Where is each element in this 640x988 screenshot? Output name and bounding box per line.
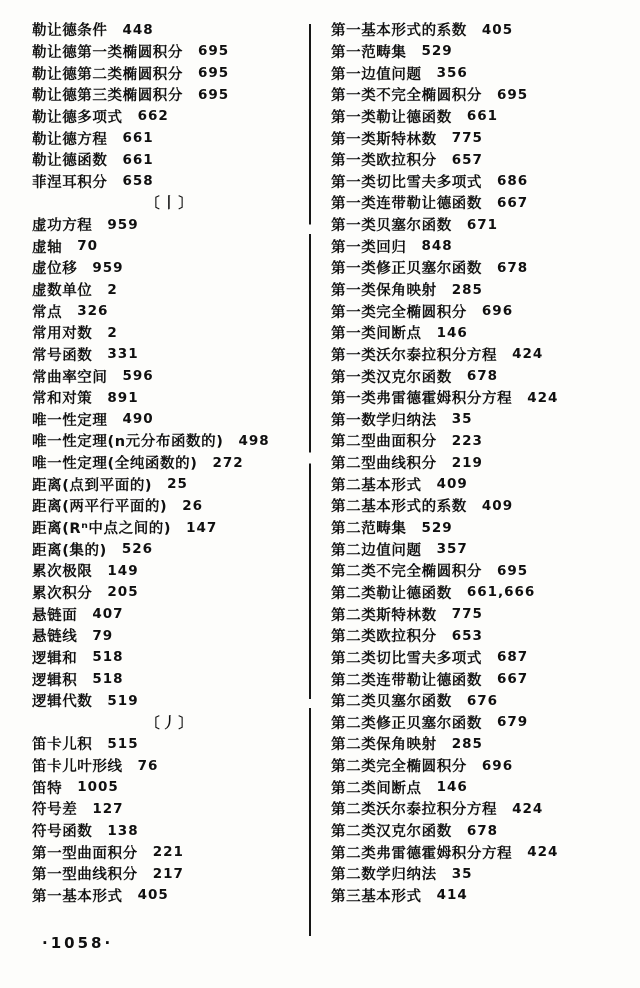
index-entry <box>32 62 308 84</box>
entry-term: 累次积分 <box>32 585 93 602</box>
entry-page-number: 678 <box>466 368 498 385</box>
index-entry <box>32 755 308 777</box>
index-entry <box>32 387 308 409</box>
entry-page-number: 26 <box>182 497 204 514</box>
entry-page-number: 695 <box>497 86 529 103</box>
index-entry <box>331 84 631 106</box>
index-entry <box>32 885 308 907</box>
entry-term: 第一类修正贝塞尔函数 <box>331 261 482 278</box>
entry-page-number: 518 <box>92 649 124 666</box>
entry-page-number: 529 <box>421 43 453 60</box>
entry-term: 第一基本形式 <box>32 888 123 905</box>
entry-term: 第二类不完全椭圆积分 <box>331 564 482 581</box>
index-entry <box>331 127 631 149</box>
entry-term: 唯一性定理 <box>32 412 108 429</box>
index-entry <box>32 776 308 798</box>
entry-term: 第一数学归纳法 <box>331 412 437 429</box>
entry-term: 常号函数 <box>32 347 93 364</box>
entry-page-number: 146 <box>436 779 468 796</box>
entry-page-number: 424 <box>527 389 559 406</box>
index-entry <box>331 495 631 517</box>
entry-term: 第二类贝塞尔函数 <box>331 694 452 711</box>
entry-page-number: 518 <box>92 671 124 688</box>
entry-page-number: 70 <box>77 238 98 255</box>
entry-term: 第一类连带勒让德函数 <box>331 196 482 213</box>
entry-term: 第一类间断点 <box>331 326 422 343</box>
entry-term: 悬链线 <box>32 629 78 646</box>
entry-page-number: 490 <box>122 411 154 428</box>
index-entry <box>331 538 631 560</box>
index-entry <box>32 625 308 647</box>
entry-page-number: 407 <box>92 606 124 623</box>
entry-page-number: 424 <box>512 800 544 817</box>
entry-page-number: 25 <box>167 476 188 493</box>
entry-term: 第二类切比雪夫多项式 <box>331 650 482 667</box>
entry-term: 第一类斯特林数 <box>331 131 437 148</box>
entry-term: 笛卡儿叶形线 <box>32 759 123 776</box>
entry-page-number: 146 <box>436 324 468 341</box>
index-entry <box>331 452 631 474</box>
entry-term: 勒让德函数 <box>32 153 108 170</box>
entry-term: 第二边值问题 <box>331 542 422 559</box>
page-number: ·1058· <box>42 934 114 952</box>
index-entry <box>32 495 308 517</box>
entry-term: 第三基本形式 <box>331 888 422 905</box>
entry-page-number: 79 <box>92 627 114 644</box>
entry-page-number: 424 <box>527 844 559 861</box>
entry-page-number: 405 <box>481 21 514 38</box>
index-entry <box>331 625 631 647</box>
entry-page-number: 76 <box>137 757 159 774</box>
entry-page-number: 272 <box>212 454 244 471</box>
index-entry <box>32 560 308 582</box>
entry-term: 常和对策 <box>32 391 93 408</box>
index-entry <box>331 106 631 128</box>
index-entry <box>331 712 631 734</box>
index-entry <box>32 820 308 842</box>
entry-term: 距离(点到平面的) <box>32 477 153 494</box>
entry-page-number: 695 <box>198 43 230 60</box>
index-entry <box>331 885 631 907</box>
index-entry <box>331 841 631 863</box>
entry-page-number: 498 <box>238 432 270 449</box>
index-entry <box>32 452 308 474</box>
entry-term: 第一型曲面积分 <box>32 845 138 862</box>
entry-page-number: 696 <box>481 757 514 774</box>
entry-page-number: 526 <box>121 541 154 558</box>
index-entry <box>331 62 631 84</box>
entry-page-number: 149 <box>107 562 139 579</box>
index-entry <box>331 192 631 214</box>
entry-term: 勒让德条件 <box>32 23 108 40</box>
entry-page-number: 356 <box>436 65 468 82</box>
index-entry <box>331 387 631 409</box>
entry-page-number: 219 <box>451 454 483 471</box>
index-entry <box>32 841 308 863</box>
entry-term: 第二类勒让德函数 <box>331 585 452 602</box>
entry-term: 累次极限 <box>32 564 93 581</box>
index-entry <box>331 473 631 495</box>
index-entry <box>32 214 308 236</box>
entry-page-number: 414 <box>436 887 468 904</box>
entry-page-number: 667 <box>497 194 529 211</box>
index-entry <box>331 344 631 366</box>
entry-page-number: 515 <box>107 735 139 752</box>
entry-term: 第一类欧拉积分 <box>331 153 437 170</box>
index-entry <box>331 430 631 452</box>
entry-term: 第一类回归 <box>331 239 407 256</box>
index-entry <box>331 798 631 820</box>
entry-term: 第一类完全椭圆积分 <box>331 304 467 321</box>
entry-term: 第二类沃尔泰拉积分方程 <box>331 802 498 819</box>
entry-term: 悬链面 <box>32 607 78 624</box>
entry-term: 逻辑和 <box>32 650 78 667</box>
index-entry <box>32 235 308 257</box>
entry-term: 勒让德第一类椭圆积分 <box>32 44 183 61</box>
index-entry <box>331 863 631 885</box>
entry-term: 虚位移 <box>32 261 78 278</box>
index-entry <box>32 538 308 560</box>
index-entry <box>32 690 308 712</box>
entry-page-number: 891 <box>107 389 139 406</box>
index-column-right <box>331 19 631 906</box>
index-entry <box>331 300 631 322</box>
entry-page-number: 217 <box>152 865 184 882</box>
entry-term: 第一范畴集 <box>331 44 407 61</box>
column-divider-rule <box>309 24 311 936</box>
entry-term: 距离(两平行平面的) <box>32 499 168 516</box>
index-entry <box>32 668 308 690</box>
index-entry <box>32 863 308 885</box>
entry-term: 第一类贝塞尔函数 <box>331 218 452 235</box>
index-entry <box>331 690 631 712</box>
index-entry <box>32 517 308 539</box>
entry-term: 第二型曲面积分 <box>331 434 437 451</box>
entry-page-number: 661 <box>122 130 154 147</box>
entry-page-number: 2 <box>107 281 118 298</box>
entry-page-number: 221 <box>152 844 184 861</box>
entry-page-number: 671 <box>466 216 498 233</box>
entry-page-number: 653 <box>451 627 483 644</box>
entry-term: 第二类完全椭圆积分 <box>331 759 467 776</box>
entry-term: 勒让德第三类椭圆积分 <box>32 88 183 105</box>
entry-term: 第一基本形式的系数 <box>331 23 467 40</box>
entry-page-number: 678 <box>466 822 498 839</box>
entry-term: 虚轴 <box>32 239 63 256</box>
entry-page-number: 775 <box>451 130 483 147</box>
entry-page-number: 223 <box>451 432 483 449</box>
entry-page-number: 448 <box>122 21 154 38</box>
entry-term: 第二基本形式的系数 <box>331 499 467 516</box>
index-entry <box>331 776 631 798</box>
entry-term: 距离(Rⁿ中点之间的) <box>32 521 172 538</box>
entry-page-number: 285 <box>451 735 483 752</box>
entry-page-number: 686 <box>497 173 529 190</box>
entry-term: 勒让德第二类椭圆积分 <box>32 66 183 83</box>
section-header-label: 〔丿〕 <box>145 715 195 732</box>
entry-page-number: 959 <box>92 259 124 276</box>
entry-term: 笛特 <box>32 780 63 797</box>
index-entry <box>331 19 631 41</box>
entry-page-number: 326 <box>77 303 109 320</box>
index-entry <box>331 214 631 236</box>
index-entry <box>331 41 631 63</box>
entry-page-number: 695 <box>497 562 529 579</box>
entry-term: 第一类勒让德函数 <box>331 109 452 126</box>
index-entry <box>32 41 308 63</box>
index-entry <box>32 647 308 669</box>
entry-term: 第二类欧拉积分 <box>331 629 437 646</box>
entry-page-number: 331 <box>107 346 139 363</box>
entry-page-number: 959 <box>107 216 139 233</box>
entry-page-number: 775 <box>451 606 483 623</box>
index-entry <box>331 733 631 755</box>
entry-term: 距离(集的) <box>32 542 107 559</box>
entry-term: 第二类保角映射 <box>331 737 437 754</box>
section-header <box>32 712 308 734</box>
entry-term: 第一型曲线积分 <box>32 867 138 884</box>
index-entry <box>32 365 308 387</box>
entry-page-number: 147 <box>186 519 218 536</box>
entry-term: 常点 <box>32 304 63 321</box>
entry-page-number: 848 <box>421 238 453 255</box>
index-entry <box>331 149 631 171</box>
entry-page-number: 661 <box>466 108 498 125</box>
entry-page-number: 696 <box>481 303 514 320</box>
index-entry <box>331 668 631 690</box>
index-entry <box>32 127 308 149</box>
index-entry <box>32 322 308 344</box>
index-entry <box>331 257 631 279</box>
entry-term: 第二类间断点 <box>331 780 422 797</box>
entry-term: 虚数单位 <box>32 283 93 299</box>
index-entry <box>331 820 631 842</box>
entry-term: 笛卡儿积 <box>32 737 93 754</box>
index-entry <box>331 517 631 539</box>
index-entry <box>331 647 631 669</box>
entry-term: 逻辑积 <box>32 672 78 689</box>
index-entry <box>331 235 631 257</box>
entry-page-number: 205 <box>107 584 139 601</box>
entry-term: 勒让德多项式 <box>32 109 123 126</box>
index-entry <box>331 170 631 192</box>
entry-term: 逻辑代数 <box>32 694 93 711</box>
entry-page-number: 424 <box>512 346 544 363</box>
entry-page-number: 285 <box>451 281 483 298</box>
entry-term: 第二类连带勒让德函数 <box>331 672 482 689</box>
index-entry <box>32 409 308 431</box>
entry-term: 第一类不完全椭圆积分 <box>331 88 482 105</box>
entry-term: 第一类汉克尔函数 <box>331 369 452 386</box>
index-entry <box>32 603 308 625</box>
entry-term: 第一类切比雪夫多项式 <box>331 174 482 191</box>
index-entry <box>32 106 308 128</box>
entry-page-number: 667 <box>497 671 529 688</box>
entry-term: 第一类沃尔泰拉积分方程 <box>331 347 498 364</box>
entry-term: 第二范畴集 <box>331 521 407 538</box>
index-entry <box>32 473 308 495</box>
index-entry <box>32 300 308 322</box>
entry-term: 第二基本形式 <box>331 477 422 494</box>
entry-page-number: 679 <box>497 714 529 731</box>
index-entry <box>32 733 308 755</box>
index-entry <box>331 582 631 604</box>
entry-term: 第一边值问题 <box>331 66 422 83</box>
index-entry <box>32 798 308 820</box>
entry-page-number: 695 <box>198 86 230 103</box>
entry-page-number: 405 <box>137 887 169 904</box>
entry-term: 第二数学归纳法 <box>331 867 437 884</box>
entry-term: 第二类修正贝塞尔函数 <box>331 715 482 732</box>
entry-term: 符号函数 <box>32 824 93 841</box>
index-entry <box>32 257 308 279</box>
entry-term: 第二类弗雷德霍姆积分方程 <box>331 845 513 862</box>
entry-term: 常用对数 <box>32 326 93 343</box>
entry-page-number: 687 <box>497 649 529 666</box>
entry-page-number: 519 <box>107 692 139 709</box>
section-header-label: 〔丨〕 <box>145 196 195 213</box>
section-header <box>32 192 308 214</box>
entry-term: 第一类弗雷德霍姆积分方程 <box>331 391 513 408</box>
entry-term: 第二类汉克尔函数 <box>331 824 452 841</box>
entry-page-number: 127 <box>92 800 124 817</box>
index-entry <box>331 603 631 625</box>
entry-term: 常曲率空间 <box>32 369 108 386</box>
entry-page-number: 138 <box>107 822 139 839</box>
entry-page-number: 529 <box>421 519 453 536</box>
entry-page-number: 35 <box>451 411 473 428</box>
entry-page-number: 661,666 <box>466 584 536 601</box>
index-entry <box>32 344 308 366</box>
entry-term: 第二型曲线积分 <box>331 456 437 473</box>
index-entry <box>331 322 631 344</box>
index-entry <box>32 170 308 192</box>
index-column-left <box>32 19 308 906</box>
entry-page-number: 662 <box>137 108 169 125</box>
entry-page-number: 676 <box>466 692 498 709</box>
entry-page-number: 2 <box>107 324 118 341</box>
entry-term: 第二类斯特林数 <box>331 607 437 624</box>
index-entry <box>331 409 631 431</box>
entry-page-number: 409 <box>481 497 514 514</box>
entry-term: 虚功方程 <box>32 218 93 235</box>
index-entry <box>32 19 308 41</box>
index-entry <box>32 582 308 604</box>
index-entry <box>32 149 308 171</box>
entry-page-number: 35 <box>451 865 473 882</box>
index-entry <box>331 279 631 301</box>
index-entry <box>331 365 631 387</box>
index-entry <box>32 279 308 301</box>
entry-page-number: 1005 <box>77 779 119 796</box>
entry-page-number: 695 <box>198 65 230 82</box>
index-entry <box>331 560 631 582</box>
entry-term: 符号差 <box>32 802 78 819</box>
entry-page-number: 657 <box>451 151 483 168</box>
entry-term: 唯一性定理(全纯函数的) <box>32 456 198 473</box>
entry-page-number: 658 <box>122 173 154 190</box>
entry-page-number: 596 <box>122 368 154 385</box>
entry-term: 菲涅耳积分 <box>32 174 108 191</box>
entry-term: 勒让德方程 <box>32 131 108 148</box>
entry-page-number: 409 <box>436 476 468 493</box>
index-entry <box>32 84 308 106</box>
entry-page-number: 357 <box>436 541 468 558</box>
entry-page-number: 661 <box>122 151 154 168</box>
entry-term: 唯一性定理(n元分布函数的) <box>32 434 224 451</box>
index-entry <box>32 430 308 452</box>
index-entry <box>331 755 631 777</box>
entry-page-number: 678 <box>497 259 529 276</box>
entry-term: 第一类保角映射 <box>331 283 437 299</box>
